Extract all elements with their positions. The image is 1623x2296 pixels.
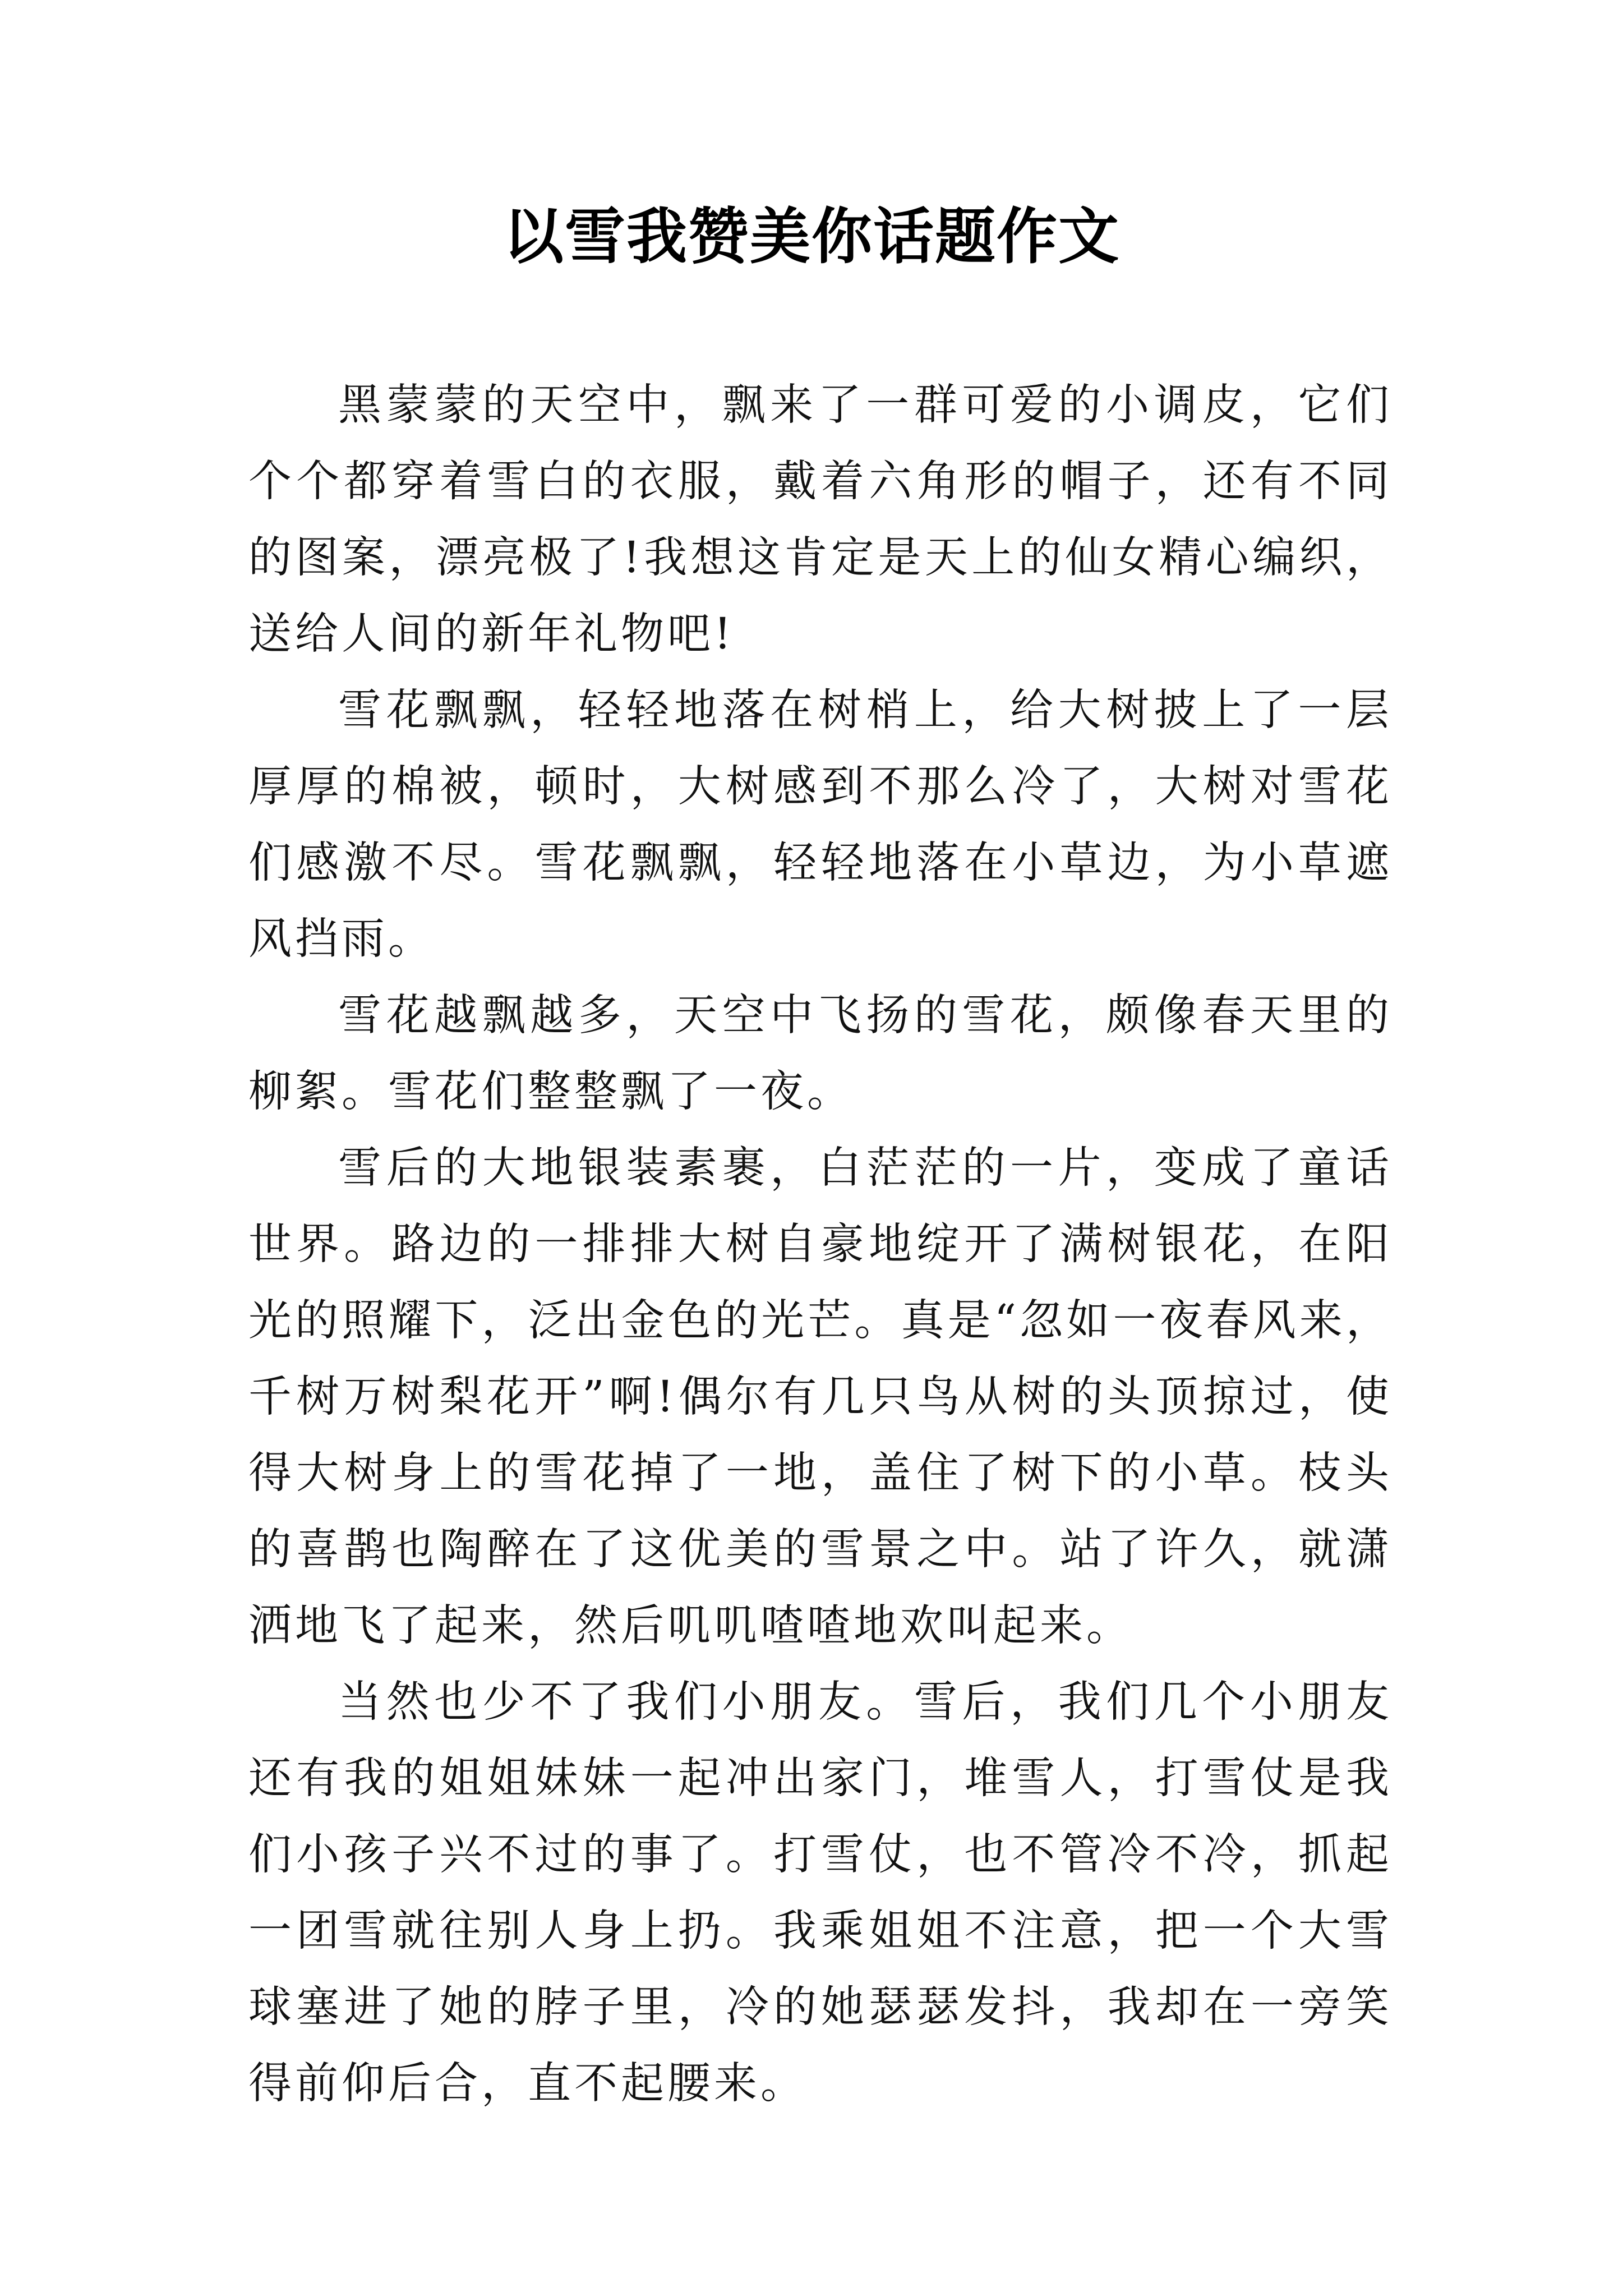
paragraph: 雪后的大地银装素裹，白茫茫的一片，变成了童话世界。路边的一排排大树自豪地绽开了满树银花，在阳光的照耀下，泛出金色的光芒。真是“忽如一夜春风来，千树万树梨花开”啊!偶尔有几只鸟从树的头顶掠过，使得大树身上的雪花掉了一地，盖住了树下的小草。枝头的喜鹊也陶醉在了这优美的雪景之中。站了许久，就潇洒地飞了起来，然后叽叽喳喳地欢叫起来。 [248, 1143, 1393, 1651]
paragraph: 黑蒙蒙的天空中，飘来了一群可爱的小调皮，它们个个都穿着雪白的衣服，戴着六角形的帽子，还有不同的图案，漂亮极了!我想这肯定是天上的仙女精心编织，送给人间的新年礼物吧! [248, 380, 1393, 659]
paragraph: 雪花越飘越多，天空中飞扬的雪花，颇像春天里的柳絮。雪花们整整飘了一夜。 [248, 991, 1393, 1117]
document-title: 以雪我赞美你话题作文 [502, 201, 1120, 272]
document-body [248, 367, 1393, 2122]
paragraph: 雪花飘飘，轻轻地落在树梢上，给大树披上了一层厚厚的棉被，顿时，大树感到不那么冷了，大树对雪花们感激不尽。雪花飘飘，轻轻地落在小草边，为小草遮风挡雨。 [248, 685, 1393, 964]
paragraph: 当然也少不了我们小朋友。雪后，我们几个小朋友还有我的姐姐妹妹一起冲出家门，堆雪人，打雪仗是我们小孩子兴不过的事了。打雪仗，也不管冷不冷，抓起一团雪就往别人身上扔。我乘姐姐不注意，把一个大雪球塞进了她的脖子里，冷的她瑟瑟发抖，我却在一旁笑得前仰后合，直不起腰来。 [248, 1677, 1393, 2109]
